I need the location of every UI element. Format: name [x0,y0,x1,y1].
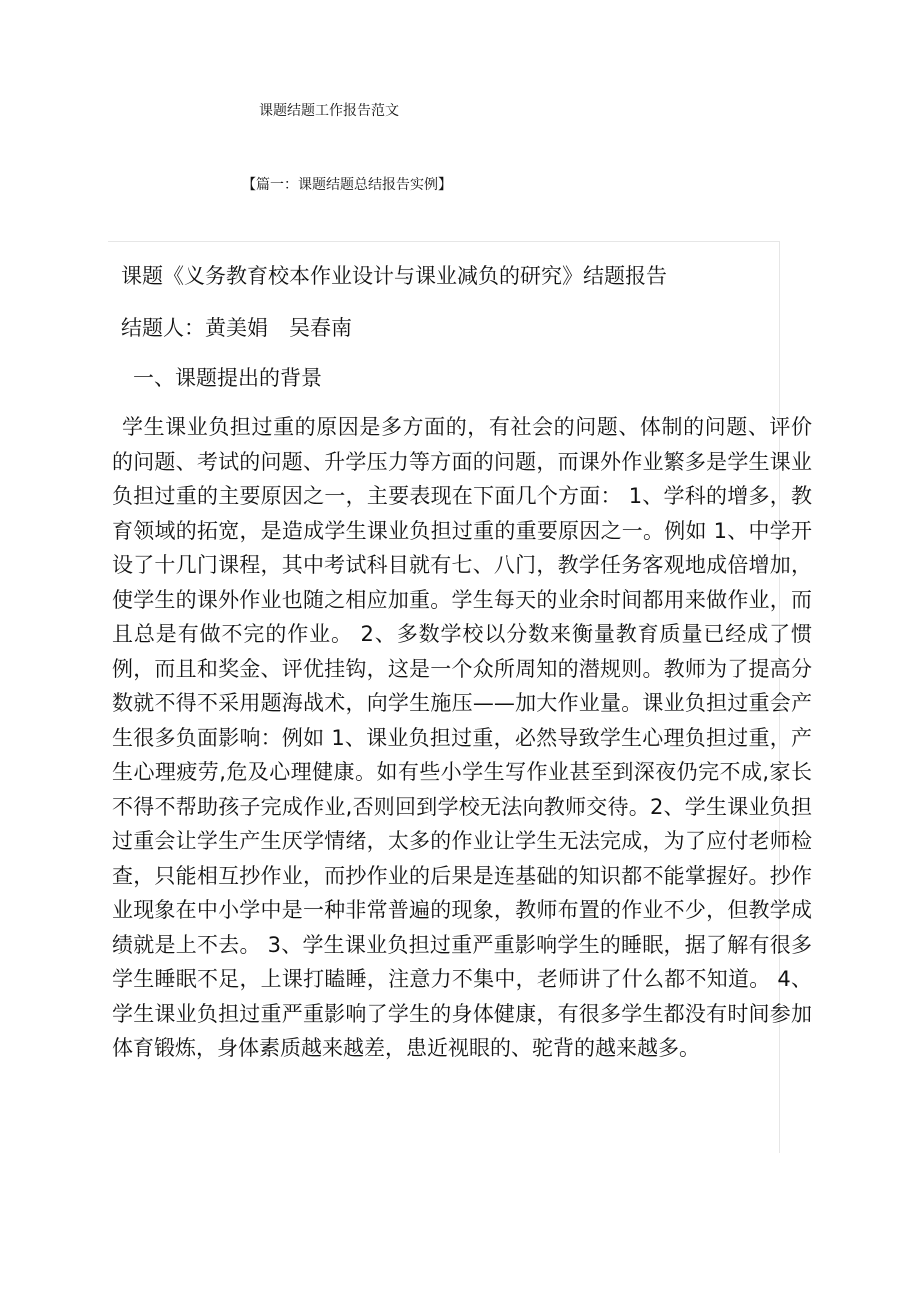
report-title: 课题《义务教育校本作业设计与课业减负的研究》结题报告 [121,264,667,288]
section-heading: 一、课题提出的背景 [133,366,322,390]
section-tag: 【篇一：课题结题总结报告实例】 [242,177,452,193]
document-title: 课题结题工作报告范文 [259,103,399,119]
body-paragraph: 学生课业负担过重的原因是多方面的，有社会的问题、体制的问题、评价的问题、考试的问题、升学压力等方面的问题，而课外作业繁多是学生课业负担过重的主要原因之一，主要表现在下面几个方面： 1、学科的增多，教育领域的拓宽，是造成学生课业负担过重的重要原因之一。例如 1、中学开设了十几门课程，其中考试科目就有七、八门，教学任务客观地成倍增加，使学生的课外作业也随之相应加重。学生每天的业余时间都用来做作业，而且总是有做不完的作业。 2、多数学校以分数来衡量教育质量已经成了惯例，而且和奖金、评优挂钩，这是一个众所周知的潜规则。教师为了提高分数就不得不采用题海战术，向学生施压——加大作业量。课业负担过重会产生很多负面影响：例如 1、课业负担过重，必然导致学生心理负担过重，产生心理疲劳,危及心理健康。如有些小学生写作业甚至到深夜仍完不成,家长不得不帮助孩子完成作业,否则回到学校无法向教师交待。2、学生课业负担过重会让学生产生厌学情绪，太多的作业让学生无法完成，为了应付老师检查，只能相互抄作业，而抄作业的后果是连基础的知识都不能掌握好。抄作业现象在中小学中是一种非常普遍的现象，教师布置的作业不少，但教学成绩就是上不去。 3、学生课业负担过重严重影响学生的睡眠，据了解有很多学生睡眠不足，上课打瞌睡，注意力不集中，老师讲了什么都不知道。 4、学生课业负担过重严重影响了学生的身体健康，有很多学生都没有时间参加体育锻炼，身体素质越来越差，患近视眼的、驼背的越来越多。 [112,415,812,1060]
report-authors: 结题人：黄美娟 吴春南 [121,316,352,340]
